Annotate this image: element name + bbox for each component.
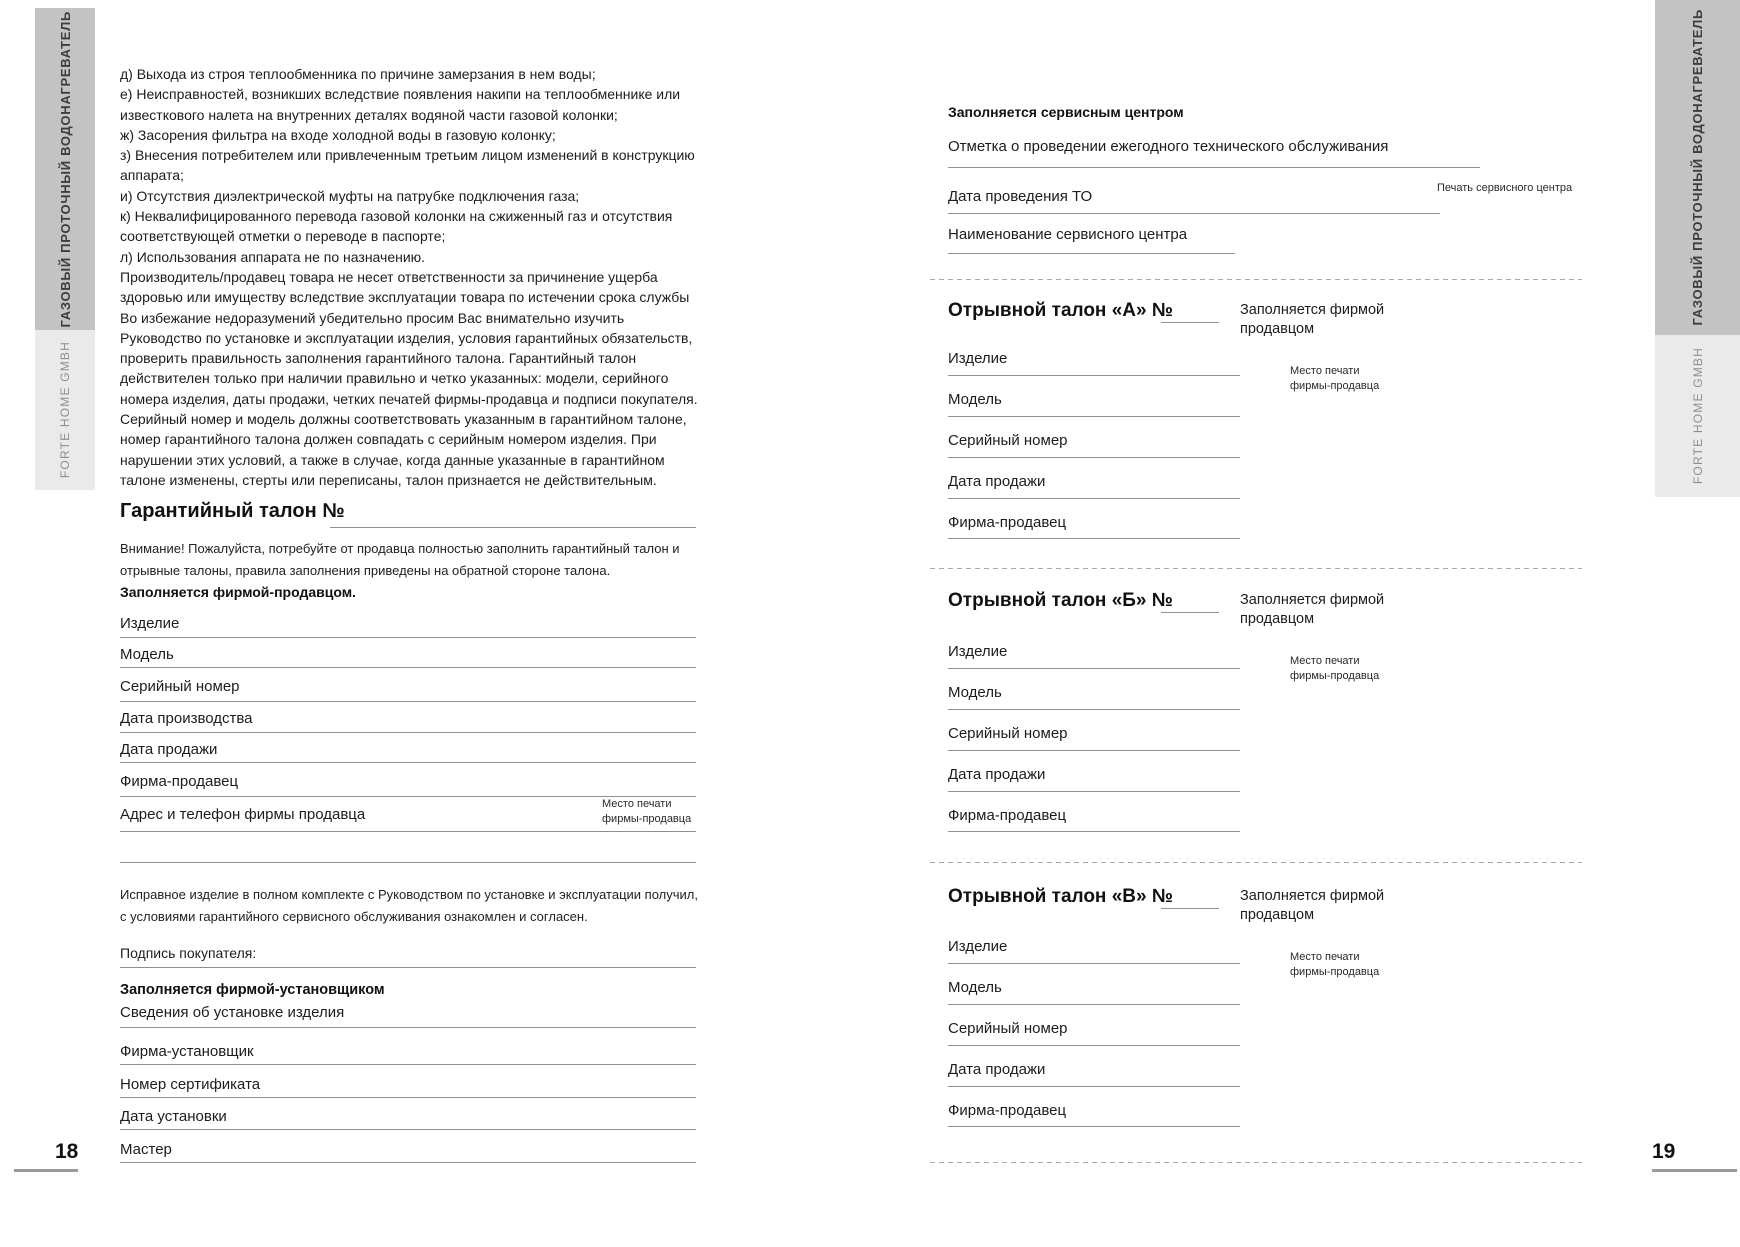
text-line: здоровью или имуществу вследствие эксплуатации товара по истечении срока службы <box>120 289 690 306</box>
filled-by-seller-label: Заполняется фирмой-продавцом. <box>120 584 356 600</box>
dashed-separator <box>930 568 1582 569</box>
field-row: Дата продажи <box>120 741 696 763</box>
coupon-stamp-note: Место печати фирмы-продавца <box>1290 951 1380 978</box>
page-number-right-rule <box>1652 1169 1737 1172</box>
text-line: Руководство по установке и эксплуатации изделия, условия гарантийных обязательств, <box>120 329 693 346</box>
right-company-name-vertical: FORTE HOME GMBH <box>1690 347 1705 485</box>
left-product-bar <box>35 8 95 330</box>
text-line: Серийный номер и модель должны соответствовать указанным в гарантийном талоне, <box>120 411 687 428</box>
received-statement-line-1: Исправное изделие в полном комплекте с Руководством по установке и эксплуатации получил, <box>120 887 698 902</box>
page-number-left-rule <box>14 1169 78 1172</box>
text-line: к) Неквалифицированного перевода газовой колонки на сжиженный газ и отсутствия <box>120 208 673 225</box>
text-line: л) Использования аппарата не по назначению. <box>120 248 426 265</box>
field-row: Дата производства <box>120 710 696 733</box>
received-statement-line-2: с условиями гарантийного сервисного обслуживания ознакомлен и согласен. <box>120 909 588 924</box>
coupon-stamp-note: Место печати фирмы-продавца <box>1290 365 1380 392</box>
coupon-number-line <box>1161 322 1219 323</box>
coupon-title: Отрывной талон «Б» № <box>948 590 1173 611</box>
text-line: проверить правильность заполнения гарантийного талона. Гарантийный талон <box>120 350 637 367</box>
service-filled-by-label: Заполняется сервисным центром <box>948 104 1184 120</box>
field-row: Адрес и телефон фирмы продавца <box>120 806 696 832</box>
stamp-area-bottom-line <box>120 862 696 863</box>
dashed-separator <box>930 1162 1582 1163</box>
coupon-field-row: Модель <box>948 391 1240 417</box>
dashed-separator <box>930 862 1582 863</box>
text-line: з) Внесения потребителем или привлеченным третьим лицом изменений в конструкцию <box>120 147 695 164</box>
text-line: талоне изменены, стерты или переписаны, талон признается не действительным. <box>120 471 657 488</box>
coupon-field-row: Модель <box>948 684 1240 710</box>
text-line: действителен только при наличии правильно и четко указанных: модели, серийного <box>120 370 669 387</box>
text-line: Производитель/продавец товара не несет ответственности за причинение ущерба <box>120 268 658 285</box>
coupon-field-row: Дата продажи <box>948 473 1240 499</box>
text-line: соответствующей отметки о переводе в паспорте; <box>120 228 446 245</box>
page-number-right: 19 <box>1652 1140 1676 1163</box>
right-product-bar <box>1655 0 1740 335</box>
right-page-column <box>948 0 1582 1247</box>
text-line: нарушении этих условий, а также в случае, когда данные указанные в гарантийном <box>120 451 665 468</box>
coupon-field-row: Изделие <box>948 350 1240 376</box>
right-company-bar <box>1655 335 1740 497</box>
coupon-field-row: Серийный номер <box>948 432 1240 458</box>
field-row: Мастер <box>120 1141 696 1163</box>
text-line: номера изделия, даты продажи, четких печатей фирмы-продавца и подписи покупателя. <box>120 390 698 407</box>
coupon-stamp-note: Место печати фирмы-продавца <box>1290 655 1380 682</box>
notice-line-1: Внимание! Пожалуйста, потребуйте от продавца полностью заполнить гарантийный талон и <box>120 541 680 556</box>
coupon-title: Отрывной талон «В» № <box>948 886 1174 907</box>
service-field-row: Отметка о проведении ежегодного технического обслуживания <box>948 138 1480 168</box>
text-line: д) Выхода из строя теплообменника по причине замерзания в нем воды; <box>120 66 596 82</box>
text-line: номер гарантийного талона должен совпадать с серийным номером изделия. При <box>120 431 657 448</box>
seller-stamp-area-note: Место печати фирмы-продавца <box>602 798 692 825</box>
text-line: и) Отсутствия диэлектрической муфты на патрубке подключения газа; <box>120 187 580 204</box>
field-row: Сведения об установке изделия <box>120 1004 696 1028</box>
coupon-field-row: Фирма-продавец <box>948 514 1240 539</box>
coupon-field-row: Модель <box>948 979 1240 1005</box>
coupon-field-row: Фирма-продавец <box>948 1102 1240 1127</box>
notice-line-2: отрывные талоны, правила заполнения приведены на обратной стороне талона. <box>120 563 611 578</box>
field-row: Изделие <box>120 615 696 638</box>
text-line: аппарата; <box>120 167 184 184</box>
service-field-row: Дата проведения ТО <box>948 188 1440 214</box>
coupon-title: Отрывной талон «А» № <box>948 300 1174 321</box>
coupon-field-row: Дата продажи <box>948 766 1240 792</box>
dashed-separator <box>930 279 1582 280</box>
text-line: е) Неисправностей, возникших вследствие появления накипи на теплообменнике или <box>120 86 681 103</box>
coupon-field-row: Фирма-продавец <box>948 807 1240 832</box>
coupon-number-line <box>1161 908 1219 909</box>
field-row: Фирма-продавец <box>120 773 696 797</box>
coupon-number-line <box>1161 612 1219 613</box>
coupon-field-row: Серийный номер <box>948 725 1240 751</box>
left-page-column <box>120 0 696 1247</box>
field-row: Номер сертификата <box>120 1076 696 1098</box>
text-line: ж) Засорения фильтра на входе холодной воды в газовую колонку; <box>120 126 556 143</box>
coupon-filled-by-note: Заполняется фирмой продавцом <box>1240 888 1385 923</box>
service-field-row: Наименование сервисного центра <box>948 226 1235 254</box>
coupon-field-row: Изделие <box>948 643 1240 669</box>
field-row: Фирма-установщик <box>120 1043 696 1065</box>
coupon-filled-by-note: Заполняется фирмой продавцом <box>1240 302 1385 337</box>
right-product-title-vertical: ГАЗОВЫЙ ПРОТОЧНЫЙ ВОДОНАГРЕВАТЕЛЬ <box>1690 9 1705 326</box>
body-text <box>120 64 698 490</box>
field-row: Серийный номер <box>120 678 696 702</box>
coupon-field-row: Дата продажи <box>948 1061 1240 1087</box>
warranty-heading: Гарантийный талон № <box>120 500 345 522</box>
warranty-number-line <box>330 527 696 528</box>
text-line: Во избежание недоразумений убедительно просим Вас внимательно изучить <box>120 309 625 326</box>
field-row: Модель <box>120 646 696 668</box>
text-line: известкового налета на внутренних деталях водяной части газовой колонки; <box>120 106 618 123</box>
coupon-field-row: Изделие <box>948 938 1240 964</box>
buyer-signature-field: Подпись покупателя: <box>120 945 696 968</box>
coupon-field-row: Серийный номер <box>948 1020 1240 1046</box>
coupon-filled-by-note: Заполняется фирмой продавцом <box>1240 592 1385 627</box>
left-company-name-vertical: FORTE HOME GMBH <box>58 341 72 479</box>
service-stamp-note: Печать сервисного центра <box>1437 182 1573 194</box>
field-row: Дата установки <box>120 1108 696 1130</box>
left-product-title-vertical: ГАЗОВЫЙ ПРОТОЧНЫЙ ВОДОНАГРЕВАТЕЛЬ <box>57 10 73 328</box>
page-number-left: 18 <box>55 1140 79 1163</box>
filled-by-installer-label: Заполняется фирмой-установщиком <box>120 982 385 998</box>
left-company-bar <box>35 330 95 490</box>
